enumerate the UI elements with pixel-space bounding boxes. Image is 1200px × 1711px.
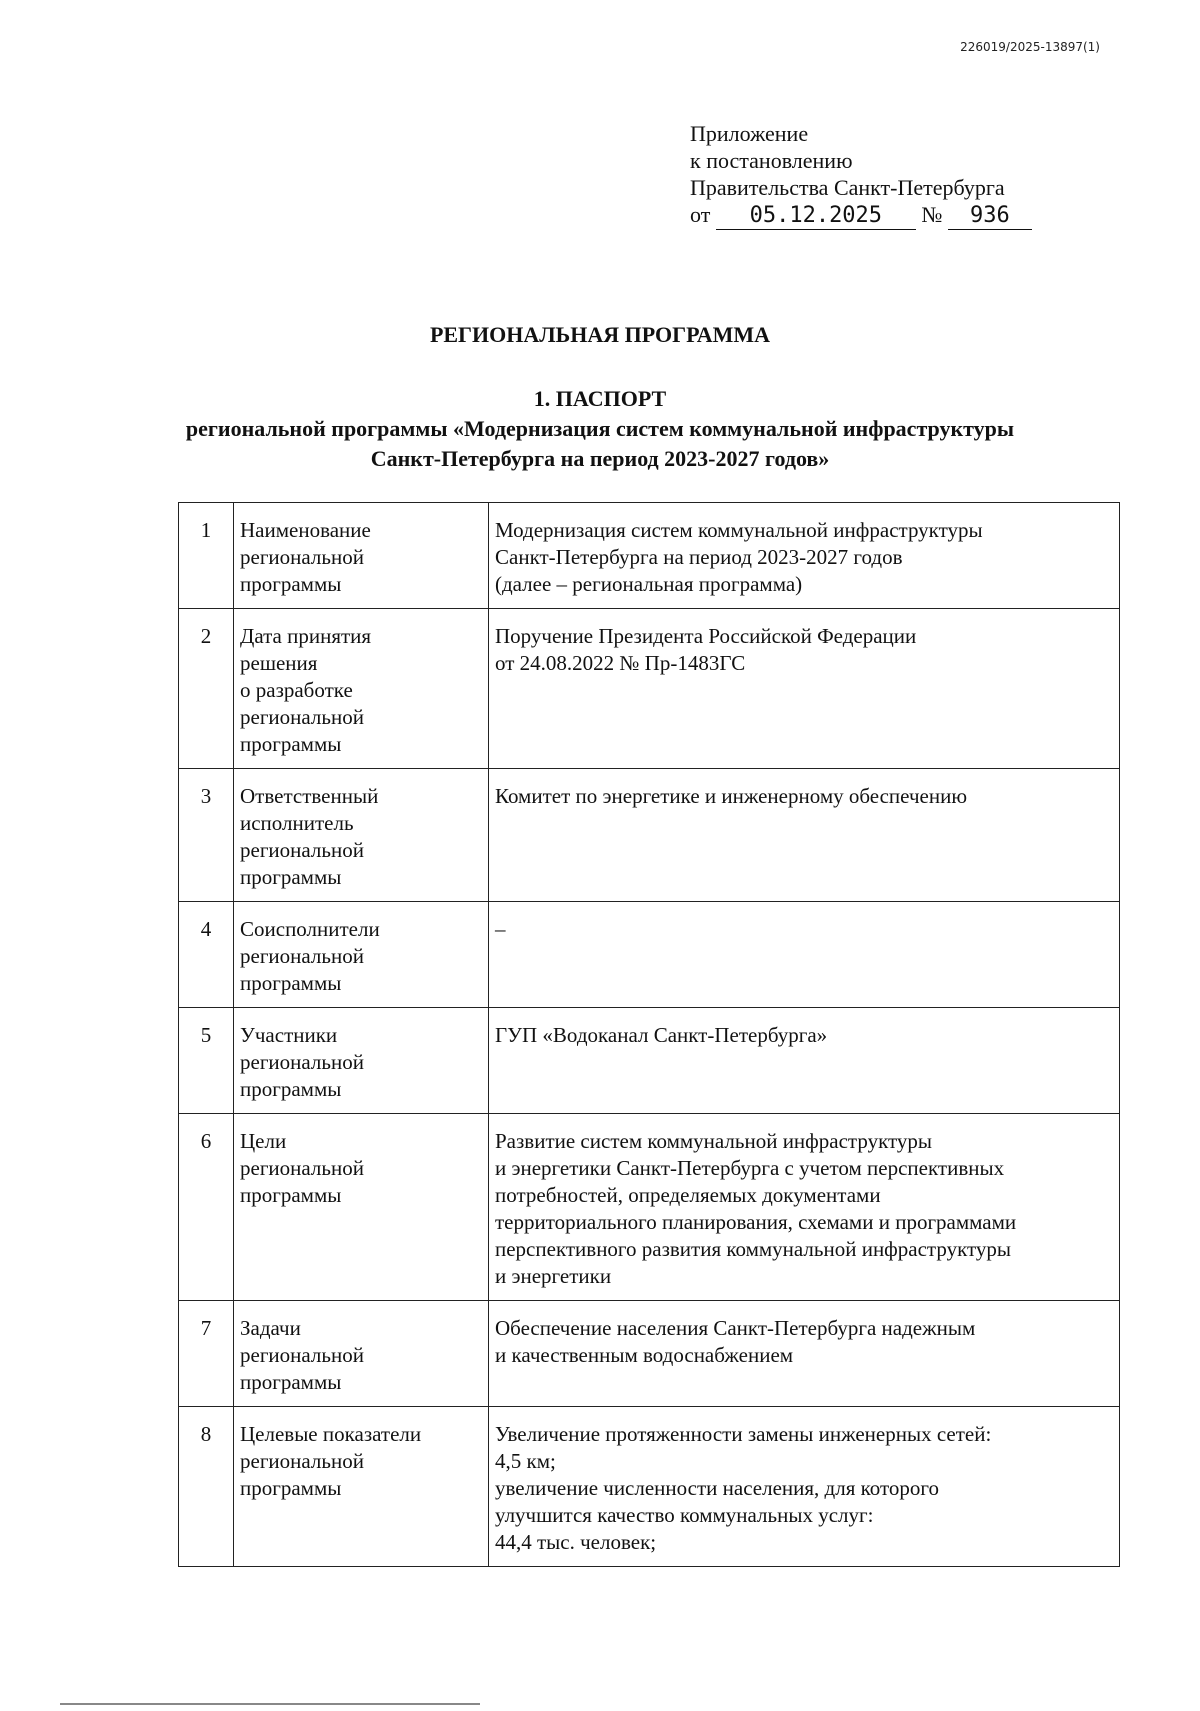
row-value: – xyxy=(489,902,1120,1008)
date-prefix: от xyxy=(690,202,711,227)
page-title: РЕГИОНАЛЬНАЯ ПРОГРАММА xyxy=(429,322,771,347)
document-id: 226019/2025-13897(1) xyxy=(960,40,1100,54)
resolution-number: 936 xyxy=(948,202,1032,230)
row-value: Развитие систем коммунальной инфраструктуры и энергетики Санкт-Петербурга с учетом перспективных потребностей, определяемых документами территориального планирования, схемами и программами перспективного развития коммунальной инфраструктуры и энергетики xyxy=(489,1114,1120,1301)
row-name: Ответственный исполнитель региональной программы xyxy=(234,769,489,902)
row-value: Обеспечение населения Санкт-Петербурга надежным и качественным водоснабжением xyxy=(489,1301,1120,1407)
resolution-date: 05.12.2025 xyxy=(716,202,916,230)
appendix-line-2: к постановлению xyxy=(690,148,853,173)
passport-subtitle-2: Санкт-Петербурга на период 2023-2027 годов» xyxy=(370,446,830,471)
row-value: Поручение Президента Российской Федерации от 24.08.2022 № Пр-1483ГС xyxy=(489,609,1120,769)
appendix-date-line xyxy=(690,201,1032,230)
appendix-line-1: Приложение xyxy=(690,121,809,146)
number-prefix: № xyxy=(921,202,943,227)
table-row xyxy=(179,609,1120,769)
table-row xyxy=(179,1114,1120,1301)
row-name: Задачи региональной программы xyxy=(234,1301,489,1407)
appendix-block xyxy=(690,120,1032,230)
row-value: ГУП «Водоканал Санкт-Петербурга» xyxy=(489,1008,1120,1114)
row-value: Комитет по энергетике и инженерному обеспечению xyxy=(489,769,1120,902)
row-number: 7 xyxy=(179,1301,234,1407)
row-number: 1 xyxy=(179,503,234,609)
table-row xyxy=(179,1008,1120,1114)
row-number: 8 xyxy=(179,1407,234,1567)
passport-title: 1. ПАСПОРТ xyxy=(533,386,667,411)
row-number: 2 xyxy=(179,609,234,769)
row-value: Модернизация систем коммунальной инфраструктуры Санкт-Петербурга на период 2023-2027 годов (далее – региональная программа) xyxy=(489,503,1120,609)
table-row xyxy=(179,769,1120,902)
row-value: Увеличение протяженности замены инженерных сетей: 4,5 км; увеличение численности населения, для которого улучшится качество коммунальных услуг: 44,4 тыс. человек; xyxy=(489,1407,1120,1567)
row-name: Дата принятия решения о разработке региональной программы xyxy=(234,609,489,769)
passport-heading xyxy=(0,384,1200,474)
appendix-line-3: Правительства Санкт-Петербурга xyxy=(690,175,1005,200)
row-name: Участники региональной программы xyxy=(234,1008,489,1114)
row-number: 3 xyxy=(179,769,234,902)
passport-subtitle-1: региональной программы «Модернизация систем коммунальной инфраструктуры xyxy=(185,416,1015,441)
row-number: 6 xyxy=(179,1114,234,1301)
footer-divider xyxy=(60,1703,480,1705)
table-row xyxy=(179,503,1120,609)
table-row xyxy=(179,902,1120,1008)
passport-table xyxy=(178,502,1120,1567)
row-name: Цели региональной программы xyxy=(234,1114,489,1301)
row-name: Соисполнители региональной программы xyxy=(234,902,489,1008)
table-row xyxy=(179,1407,1120,1567)
row-number: 4 xyxy=(179,902,234,1008)
table-row xyxy=(179,1301,1120,1407)
row-name: Целевые показатели региональной программы xyxy=(234,1407,489,1567)
row-name: Наименование региональной программы xyxy=(234,503,489,609)
row-number: 5 xyxy=(179,1008,234,1114)
